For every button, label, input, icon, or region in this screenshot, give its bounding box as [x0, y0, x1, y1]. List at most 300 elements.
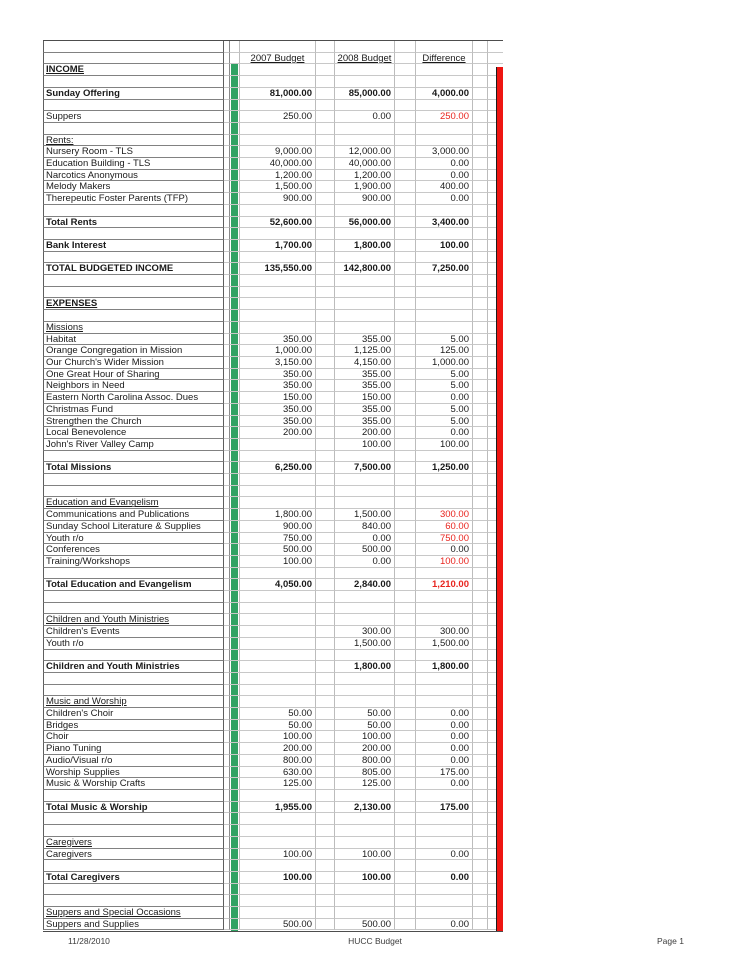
row-label-cell: EXPENSES: [43, 298, 224, 310]
row-label-cell: Habitat: [43, 334, 224, 346]
green-stripe-cell: [230, 673, 240, 685]
spacer-cell: [316, 462, 335, 474]
green-stripe-cell: [230, 287, 240, 299]
spacer-cell: [316, 673, 335, 685]
spacer-cell: [395, 556, 416, 568]
budget-2007-cell: [240, 673, 316, 685]
green-stripe-cell: [230, 345, 240, 357]
budget-2008-cell: 7,500.00: [335, 462, 395, 474]
table-row: [43, 802, 503, 814]
spacer-cell: [473, 474, 488, 486]
green-stripe-cell: [230, 837, 240, 849]
budget-2007-cell: [240, 895, 316, 907]
table-row: [43, 345, 503, 357]
difference-cell: 0.00: [416, 158, 473, 170]
budget-2008-cell: [335, 135, 395, 147]
spacer-cell: [316, 53, 335, 65]
spacer-cell: [395, 404, 416, 416]
budget-2008-cell: 355.00: [335, 404, 395, 416]
green-stripe-cell: [230, 181, 240, 193]
table-row: [43, 837, 503, 849]
table-row: [43, 322, 503, 334]
green-stripe-cell: [230, 486, 240, 498]
budget-2007-cell: [240, 228, 316, 240]
difference-cell: 0.00: [416, 731, 473, 743]
spacer-cell: [395, 849, 416, 861]
spacer-cell: [316, 334, 335, 346]
table-row: [43, 919, 503, 931]
table-row: [43, 661, 503, 673]
green-stripe-cell: [230, 100, 240, 112]
spacer-cell: [473, 849, 488, 861]
spacer-cell: [316, 884, 335, 896]
difference-cell: 0.00: [416, 849, 473, 861]
spacer-cell: [395, 509, 416, 521]
spacer-cell: [316, 872, 335, 884]
table-row: [43, 767, 503, 779]
green-stripe-cell: [230, 369, 240, 381]
budget-2007-cell: 1,000.00: [240, 345, 316, 357]
budget-2008-cell: [335, 497, 395, 509]
difference-cell: [416, 907, 473, 919]
spacer-cell: [395, 310, 416, 322]
spacer-cell: [395, 591, 416, 603]
difference-cell: [416, 322, 473, 334]
budget-2008-cell: 355.00: [335, 416, 395, 428]
row-label-cell: TOTAL BUDGETED INCOME: [43, 263, 224, 275]
row-label-cell: Strengthen the Church: [43, 416, 224, 428]
row-label-cell: Caregivers: [43, 849, 224, 861]
spacer-cell: [395, 392, 416, 404]
difference-cell: 5.00: [416, 416, 473, 428]
spacer-cell: [395, 813, 416, 825]
green-stripe-cell: [230, 568, 240, 580]
footer-document-title: HUCC Budget: [348, 936, 402, 946]
spacer-cell: [473, 217, 488, 229]
spacer-cell: [316, 263, 335, 275]
difference-cell: [416, 310, 473, 322]
green-stripe-cell: [230, 275, 240, 287]
row-label-cell: Worship Supplies: [43, 767, 224, 779]
difference-cell: [416, 884, 473, 896]
table-row: [43, 638, 503, 650]
budget-2008-cell: [335, 451, 395, 463]
spacer-cell: [473, 837, 488, 849]
spacer-cell: [473, 544, 488, 556]
budget-2008-cell: 300.00: [335, 626, 395, 638]
row-label-cell: Narcotics Anonymous: [43, 170, 224, 182]
spacer-cell: [395, 907, 416, 919]
spacer-cell: [316, 614, 335, 626]
green-stripe-cell: [230, 509, 240, 521]
difference-cell: 250.00: [416, 111, 473, 123]
spacer-cell: [316, 579, 335, 591]
spacer-cell: [316, 895, 335, 907]
budget-2007-cell: 100.00: [240, 849, 316, 861]
green-stripe-cell: [230, 497, 240, 509]
budget-2008-cell: [335, 41, 395, 53]
budget-2008-cell: [335, 228, 395, 240]
budget-2007-cell: 9,000.00: [240, 146, 316, 158]
table-row: [43, 544, 503, 556]
difference-cell: 3,400.00: [416, 217, 473, 229]
table-row: [43, 884, 503, 896]
difference-cell: [416, 486, 473, 498]
green-stripe-cell: [230, 474, 240, 486]
spacer-cell: [473, 743, 488, 755]
budget-2007-cell: 135,550.00: [240, 263, 316, 275]
budget-spreadsheet: [43, 40, 503, 932]
green-stripe-cell: [230, 802, 240, 814]
spacer-cell: [395, 240, 416, 252]
table-row: [43, 462, 503, 474]
difference-cell: 125.00: [416, 345, 473, 357]
budget-2008-cell: [335, 813, 395, 825]
budget-2008-cell: 12,000.00: [335, 146, 395, 158]
difference-cell: 0.00: [416, 170, 473, 182]
green-stripe-cell: [230, 217, 240, 229]
spacer-cell: [395, 287, 416, 299]
row-label-cell: Bridges: [43, 720, 224, 732]
spacer-cell: [316, 392, 335, 404]
spacer-cell: [395, 802, 416, 814]
difference-cell: 0.00: [416, 720, 473, 732]
row-label-cell: Total Music & Worship: [43, 802, 224, 814]
budget-2007-cell: 900.00: [240, 521, 316, 533]
spacer-cell: [316, 451, 335, 463]
budget-2007-cell: 630.00: [240, 767, 316, 779]
table-row: [43, 100, 503, 112]
table-row: [43, 614, 503, 626]
table-row: [43, 895, 503, 907]
spacer-cell: [395, 53, 416, 65]
green-stripe-cell: [230, 357, 240, 369]
budget-2008-cell: 50.00: [335, 708, 395, 720]
budget-2008-cell: 1,900.00: [335, 181, 395, 193]
spacer-cell: [395, 298, 416, 310]
spacer-cell: [473, 825, 488, 837]
spacer-cell: [473, 497, 488, 509]
difference-cell: 175.00: [416, 802, 473, 814]
spacer-cell: [473, 263, 488, 275]
difference-cell: [416, 497, 473, 509]
budget-2008-cell: [335, 100, 395, 112]
row-label-cell: [43, 53, 224, 65]
budget-2008-cell: [335, 310, 395, 322]
row-label-cell: Total Caregivers: [43, 872, 224, 884]
row-label-cell: Suppers and Special Occasions: [43, 907, 224, 919]
spacer-cell: [395, 451, 416, 463]
table-row: [43, 849, 503, 861]
spacer-cell: [395, 825, 416, 837]
budget-2008-cell: 900.00: [335, 193, 395, 205]
difference-cell: 1,500.00: [416, 638, 473, 650]
green-stripe-cell: [230, 88, 240, 100]
table-row: [43, 298, 503, 310]
spacer-cell: [473, 696, 488, 708]
table-row: [43, 778, 503, 790]
green-stripe-cell: [230, 556, 240, 568]
green-stripe-cell: [230, 123, 240, 135]
spacer-cell: [316, 825, 335, 837]
green-stripe-cell: [230, 743, 240, 755]
spacer-cell: [473, 392, 488, 404]
budget-2008-cell: 2008 Budget: [335, 53, 395, 65]
row-label-cell: [43, 860, 224, 872]
spacer-cell: [473, 509, 488, 521]
spacer-cell: [395, 626, 416, 638]
row-label-cell: [43, 685, 224, 697]
spacer-cell: [395, 100, 416, 112]
table-row: [43, 252, 503, 264]
spacer-cell: [473, 123, 488, 135]
spacer-cell: [395, 685, 416, 697]
difference-cell: [416, 76, 473, 88]
budget-2008-cell: 0.00: [335, 556, 395, 568]
green-stripe-cell: [230, 158, 240, 170]
budget-2007-cell: 100.00: [240, 556, 316, 568]
table-row: [43, 825, 503, 837]
budget-2007-cell: [240, 650, 316, 662]
spacer-cell: [395, 521, 416, 533]
spacer-cell: [395, 860, 416, 872]
table-row: [43, 907, 503, 919]
difference-cell: 3,000.00: [416, 146, 473, 158]
table-row: [43, 392, 503, 404]
spacer-cell: [473, 650, 488, 662]
green-stripe-cell: [230, 872, 240, 884]
budget-2008-cell: 500.00: [335, 544, 395, 556]
green-stripe-cell: [230, 650, 240, 662]
footer-page-number: Page 1: [657, 936, 684, 946]
spacer-cell: [316, 638, 335, 650]
budget-2008-cell: 150.00: [335, 392, 395, 404]
table-row: [43, 310, 503, 322]
budget-2008-cell: [335, 568, 395, 580]
spacer-cell: [395, 872, 416, 884]
spacer-cell: [316, 813, 335, 825]
spacer-cell: [395, 252, 416, 264]
row-label-cell: [43, 591, 224, 603]
row-label-cell: Eastern North Carolina Assoc. Dues: [43, 392, 224, 404]
spacer-cell: [316, 193, 335, 205]
difference-cell: [416, 135, 473, 147]
difference-cell: [416, 228, 473, 240]
green-stripe-cell: [230, 790, 240, 802]
budget-2008-cell: 2,130.00: [335, 802, 395, 814]
difference-cell: 1,000.00: [416, 357, 473, 369]
table-row: [43, 439, 503, 451]
spacer-cell: [473, 64, 488, 76]
red-column-stripe: [496, 67, 503, 931]
table-row: [43, 135, 503, 147]
table-row: [43, 217, 503, 229]
spacer-cell: [395, 755, 416, 767]
table-row: [43, 64, 503, 76]
budget-2007-cell: 350.00: [240, 404, 316, 416]
spacer-cell: [473, 673, 488, 685]
budget-2007-cell: 750.00: [240, 533, 316, 545]
green-stripe-cell: [230, 462, 240, 474]
spacer-cell: [316, 802, 335, 814]
spacer-cell: [316, 135, 335, 147]
budget-2007-cell: [240, 76, 316, 88]
spacer-cell: [395, 64, 416, 76]
budget-2008-cell: [335, 650, 395, 662]
green-stripe-cell: [230, 252, 240, 264]
green-stripe-cell: [230, 813, 240, 825]
green-stripe-cell: [230, 392, 240, 404]
spacer-cell: [316, 322, 335, 334]
budget-2007-cell: 81,000.00: [240, 88, 316, 100]
spacer-cell: [395, 895, 416, 907]
budget-2007-cell: [240, 568, 316, 580]
row-label-cell: Youth r/o: [43, 533, 224, 545]
budget-2007-cell: [240, 474, 316, 486]
budget-2007-cell: 500.00: [240, 544, 316, 556]
green-stripe-cell: [230, 205, 240, 217]
spacer-cell: [473, 380, 488, 392]
green-stripe-cell: [230, 755, 240, 767]
budget-2007-cell: 350.00: [240, 369, 316, 381]
table-row: [43, 755, 503, 767]
column-header-row: [43, 53, 503, 65]
budget-2007-cell: [240, 310, 316, 322]
row-label-cell: Children's Choir: [43, 708, 224, 720]
spacer-cell: [395, 614, 416, 626]
spacer-cell: [316, 345, 335, 357]
budget-2007-cell: [240, 298, 316, 310]
difference-cell: [416, 298, 473, 310]
budget-2007-cell: [240, 123, 316, 135]
green-stripe-cell: [230, 591, 240, 603]
table-row: [43, 181, 503, 193]
difference-cell: 0.00: [416, 193, 473, 205]
spacer-cell: [473, 427, 488, 439]
spacer-cell: [316, 298, 335, 310]
row-label-cell: Music & Worship Crafts: [43, 778, 224, 790]
spacer-cell: [316, 217, 335, 229]
spacer-cell: [395, 439, 416, 451]
green-stripe-cell: [230, 614, 240, 626]
difference-cell: [416, 275, 473, 287]
spacer-cell: [316, 111, 335, 123]
spacer-cell: [316, 603, 335, 615]
row-label-cell: [43, 252, 224, 264]
spacer-cell: [395, 263, 416, 275]
spacer-cell: [473, 76, 488, 88]
budget-2007-cell: 800.00: [240, 755, 316, 767]
budget-2008-cell: 4,150.00: [335, 357, 395, 369]
budget-2007-cell: [240, 907, 316, 919]
row-label-cell: [43, 310, 224, 322]
table-row: [43, 579, 503, 591]
budget-2007-cell: [240, 614, 316, 626]
budget-2008-cell: 2,840.00: [335, 579, 395, 591]
budget-2007-cell: [240, 813, 316, 825]
row-label-cell: Youth r/o: [43, 638, 224, 650]
spacer-cell: [473, 205, 488, 217]
spacer-cell: [395, 217, 416, 229]
budget-2008-cell: [335, 907, 395, 919]
spacer-cell: [316, 380, 335, 392]
budget-2008-cell: [335, 790, 395, 802]
spacer-cell: [316, 650, 335, 662]
budget-2007-cell: [240, 591, 316, 603]
budget-2007-cell: [240, 626, 316, 638]
green-stripe-cell: [230, 638, 240, 650]
row-label-cell: [43, 287, 224, 299]
spacer-cell: [316, 158, 335, 170]
budget-2007-cell: 52,600.00: [240, 217, 316, 229]
table-row: [43, 41, 503, 53]
spacer-cell: [316, 76, 335, 88]
spacer-cell: [473, 345, 488, 357]
table-row: [43, 205, 503, 217]
spacer-cell: [316, 591, 335, 603]
budget-2008-cell: 200.00: [335, 427, 395, 439]
spacer-cell: [395, 275, 416, 287]
table-row: [43, 813, 503, 825]
spacer-cell: [473, 100, 488, 112]
difference-cell: 400.00: [416, 181, 473, 193]
difference-cell: [416, 813, 473, 825]
budget-2008-cell: 56,000.00: [335, 217, 395, 229]
difference-cell: [416, 673, 473, 685]
spacer-cell: [395, 743, 416, 755]
budget-2007-cell: [240, 661, 316, 673]
spacer-cell: [395, 603, 416, 615]
spacer-cell: [473, 614, 488, 626]
budget-2007-cell: 4,050.00: [240, 579, 316, 591]
spacer-cell: [395, 357, 416, 369]
table-row: [43, 650, 503, 662]
budget-2007-cell: 100.00: [240, 872, 316, 884]
spacer-cell: [316, 439, 335, 451]
budget-2008-cell: 0.00: [335, 533, 395, 545]
row-label-cell: Rents:: [43, 135, 224, 147]
row-label-cell: Children and Youth Ministries: [43, 661, 224, 673]
spacer-cell: [395, 170, 416, 182]
table-row: [43, 521, 503, 533]
spacer-cell: [316, 287, 335, 299]
table-row: [43, 497, 503, 509]
difference-cell: [416, 825, 473, 837]
budget-table-rows: [43, 41, 503, 930]
spacer-cell: [488, 53, 503, 65]
table-row: [43, 860, 503, 872]
budget-2007-cell: [240, 486, 316, 498]
difference-cell: 0.00: [416, 755, 473, 767]
spacer-cell: [473, 731, 488, 743]
difference-cell: 0.00: [416, 427, 473, 439]
budget-2008-cell: 40,000.00: [335, 158, 395, 170]
budget-2007-cell: 2007 Budget: [240, 53, 316, 65]
spacer-cell: [316, 919, 335, 931]
spacer-cell: [395, 205, 416, 217]
spacer-cell: [473, 591, 488, 603]
spacer-cell: [316, 100, 335, 112]
budget-2007-cell: 50.00: [240, 720, 316, 732]
table-row: [43, 509, 503, 521]
green-stripe-cell: [230, 884, 240, 896]
green-stripe-cell: [230, 439, 240, 451]
green-stripe-cell: [230, 146, 240, 158]
difference-cell: 300.00: [416, 626, 473, 638]
spacer-cell: [316, 860, 335, 872]
green-stripe-cell: [230, 708, 240, 720]
spacer-cell: [316, 497, 335, 509]
